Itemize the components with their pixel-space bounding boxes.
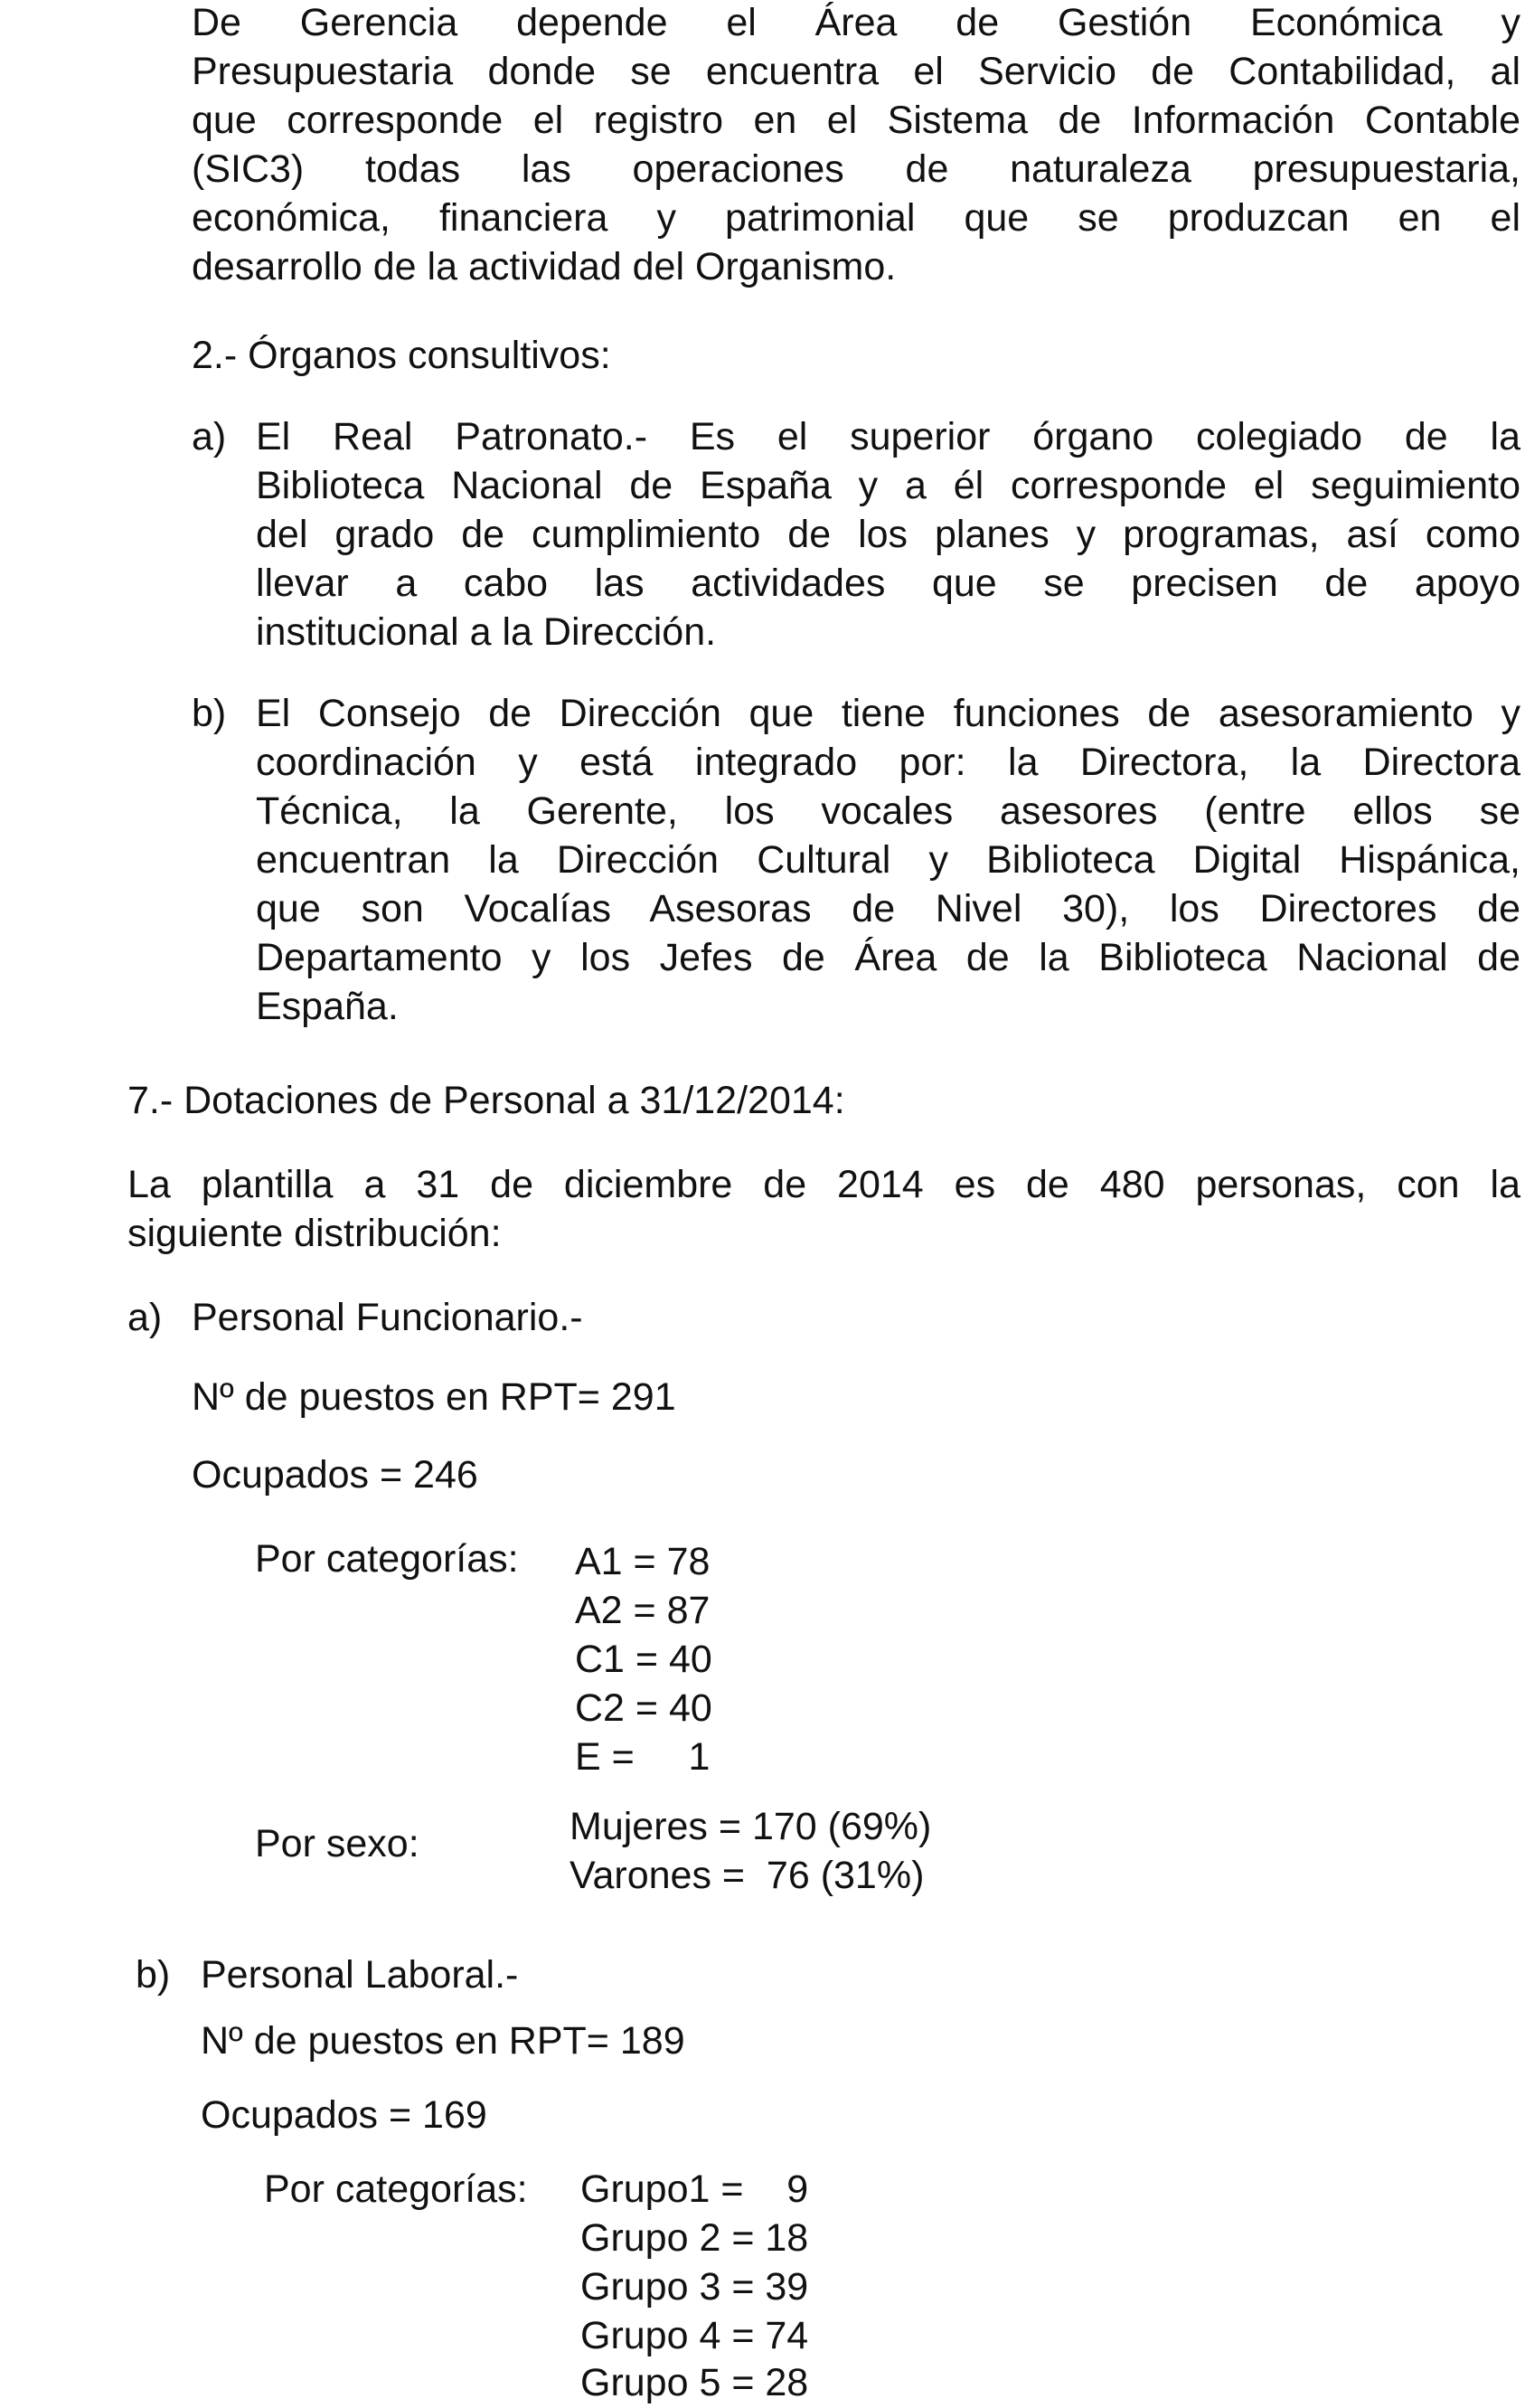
paragraph-line: que corresponde el registro en el Sistema de Información Contable bbox=[192, 99, 1520, 142]
paragraph-line: coordinación y está integrado por: la Directora, la Directora bbox=[256, 741, 1520, 784]
category-value: C1 = 40 bbox=[575, 1638, 712, 1681]
paragraph-line: Técnica, la Gerente, los vocales asesores (entre ellos se bbox=[256, 789, 1520, 833]
puestos-rpt: Nº de puestos en RPT= 291 bbox=[192, 1375, 676, 1419]
categorias-label: Por categorías: bbox=[255, 1537, 519, 1581]
paragraph-line: De Gerencia depende el Área de Gestión Económica y bbox=[192, 1, 1520, 44]
sexo-value: Mujeres = 170 (69%) bbox=[570, 1805, 932, 1848]
paragraph-line: El Real Patronato.- Es el superior órgano colegiado de la bbox=[256, 415, 1520, 458]
category-value: Grupo 2 = 18 bbox=[580, 2216, 809, 2260]
category-value: Grupo 3 = 39 bbox=[580, 2265, 809, 2309]
paragraph-line: institucional a la Dirección. bbox=[256, 610, 717, 654]
paragraph-line: llevar a cabo las actividades que se precisen de apoyo bbox=[256, 562, 1520, 605]
subsection-title: Personal Laboral.- bbox=[201, 1953, 519, 1997]
category-value: A2 = 87 bbox=[575, 1589, 711, 1632]
paragraph-line: del grado de cumplimiento de los planes y programas, así como bbox=[256, 513, 1520, 556]
list-marker: b) bbox=[136, 1953, 171, 1997]
section-heading-organos: 2.- Órganos consultivos: bbox=[192, 334, 611, 377]
section-heading-dotaciones: 7.- Dotaciones de Personal a 31/12/2014: bbox=[127, 1079, 845, 1122]
paragraph-line: España. bbox=[256, 985, 399, 1028]
paragraph-line: Presupuestaria donde se encuentra el Servicio de Contabilidad, al bbox=[192, 50, 1520, 93]
ocupados-value: Ocupados = 169 bbox=[201, 2093, 487, 2137]
ocupados-value: Ocupados = 246 bbox=[192, 1453, 478, 1497]
category-value: E = 1 bbox=[575, 1735, 711, 1779]
category-value: C2 = 40 bbox=[575, 1686, 712, 1730]
paragraph-line: desarrollo de la actividad del Organismo. bbox=[192, 245, 897, 288]
paragraph-line: económica, financiera y patrimonial que se produzcan en el bbox=[192, 196, 1520, 240]
sexo-value: Varones = 76 (31%) bbox=[570, 1854, 925, 1897]
paragraph-line: La plantilla a 31 de diciembre de 2014 es de 480 personas, con la bbox=[127, 1163, 1520, 1206]
list-marker: a) bbox=[127, 1296, 163, 1339]
subsection-title: Personal Funcionario.- bbox=[192, 1296, 583, 1339]
list-marker: b) bbox=[192, 692, 227, 735]
category-value: Grupo 4 = 74 bbox=[580, 2314, 809, 2357]
paragraph-line: El Consejo de Dirección que tiene funciones de asesoramiento y bbox=[256, 692, 1520, 735]
sexo-label: Por sexo: bbox=[255, 1822, 419, 1865]
paragraph-line: Biblioteca Nacional de España y a él corresponde el seguimiento bbox=[256, 464, 1520, 507]
puestos-rpt: Nº de puestos en RPT= 189 bbox=[201, 2019, 685, 2063]
paragraph-line: que son Vocalías Asesoras de Nivel 30), los Directores de bbox=[256, 887, 1520, 930]
paragraph-line: Departamento y los Jefes de Área de la Biblioteca Nacional de bbox=[256, 936, 1520, 979]
category-value: A1 = 78 bbox=[575, 1540, 711, 1583]
paragraph-line: encuentran la Dirección Cultural y Biblioteca Digital Hispánica, bbox=[256, 838, 1520, 882]
list-marker: a) bbox=[192, 415, 227, 458]
paragraph-line: siguiente distribución: bbox=[127, 1212, 502, 1255]
category-value: Grupo1 = 9 bbox=[580, 2167, 809, 2211]
categorias-label: Por categorías: bbox=[264, 2167, 528, 2211]
category-value: Grupo 5 = 28 bbox=[580, 2361, 809, 2404]
paragraph-line: (SIC3) todas las operaciones de naturaleza presupuestaria, bbox=[192, 147, 1520, 191]
